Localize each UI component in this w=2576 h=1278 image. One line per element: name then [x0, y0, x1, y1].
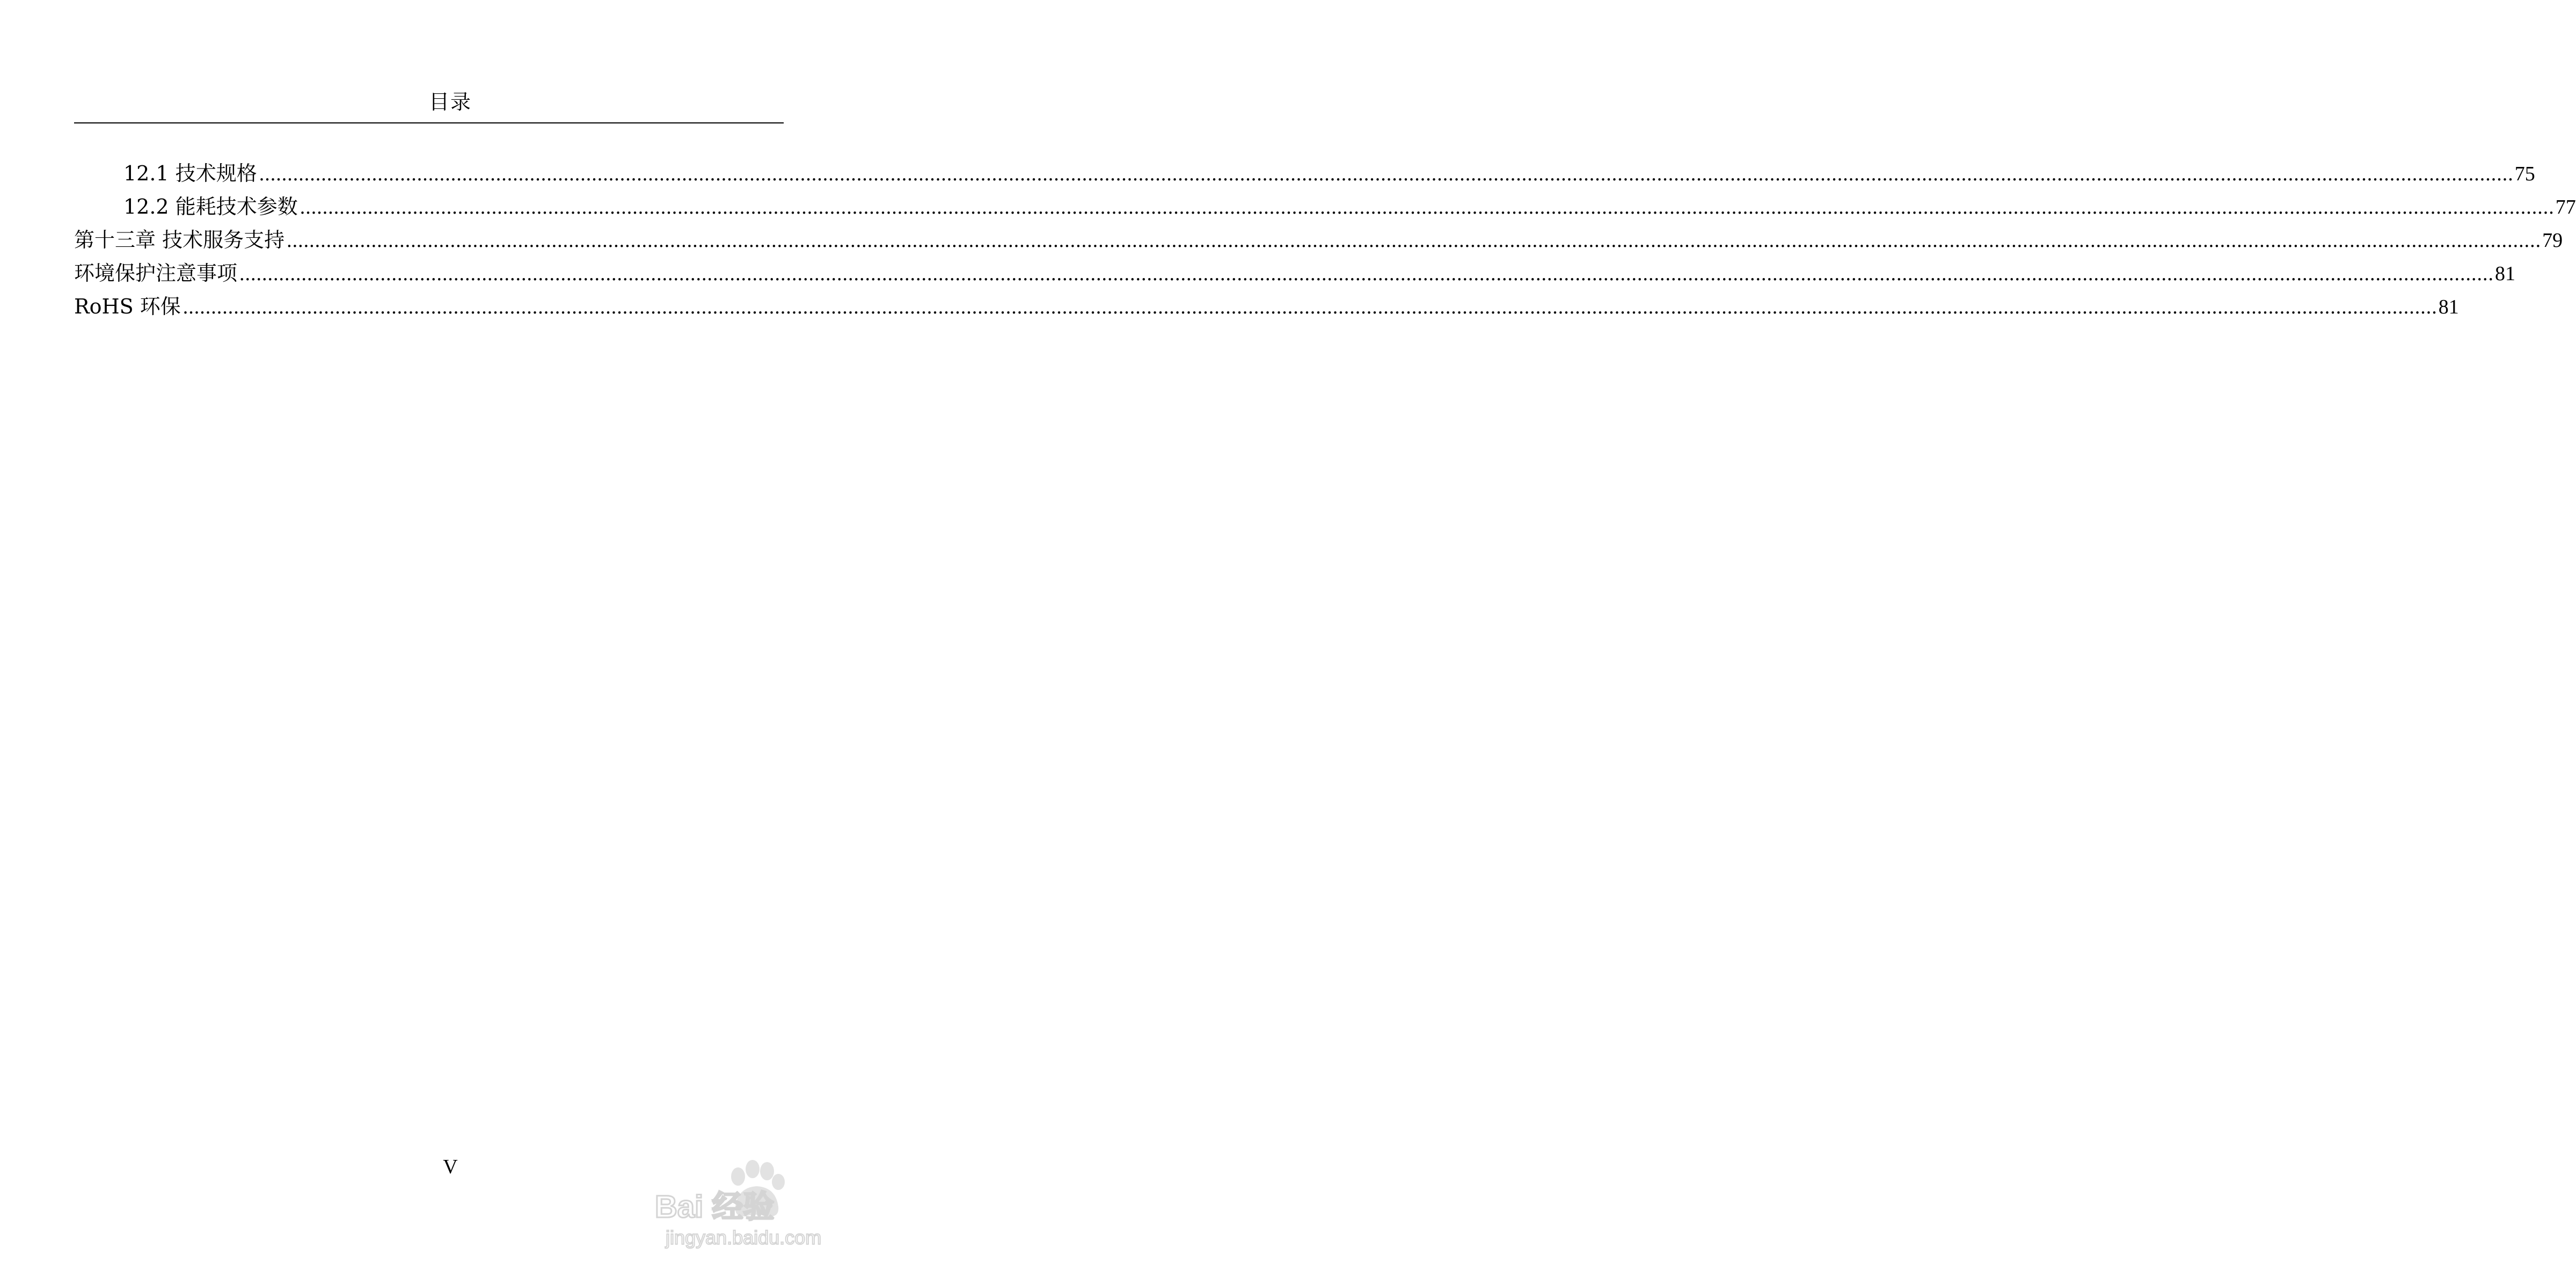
toc-entry-12-2[interactable] [74, 190, 2576, 223]
page-number: V [443, 1156, 458, 1178]
toc-dot-leader: ................................................................................................................................................................................................................................................................................................................................................................................................................ [287, 229, 2542, 252]
watermark-brand: Bai 经验 [655, 1189, 775, 1224]
toc-entry-label: RoHS 环保 [74, 295, 181, 318]
toc-entry-label: 12.1 技术规格 [123, 162, 257, 185]
page-header-title: 目录 [428, 90, 472, 114]
header-divider [74, 122, 784, 123]
toc-entry-12-1[interactable] [74, 157, 2535, 190]
watermark-url: jingyan.baidu.com [666, 1226, 822, 1248]
toc-entry-page: 81 [2495, 262, 2516, 285]
toc-entry-rohs[interactable] [74, 290, 2459, 323]
toc-dot-leader: ................................................................................................................................................................................................................................................................................................................................................................................................................ [183, 296, 2438, 318]
toc-entry-page: 81 [2438, 296, 2459, 318]
toc-entry-page: 79 [2542, 229, 2563, 252]
toc-dot-leader: ................................................................................................................................................................................................................................................................................................................................................................................................................ [259, 163, 2514, 185]
toc-entry-label: 第十三章 技术服务支持 [74, 228, 285, 252]
toc-entry-environment[interactable] [74, 257, 2516, 290]
toc-dot-leader: ................................................................................................................................................................................................................................................................................................................................................................................................................ [300, 196, 2555, 218]
toc-entry-page: 75 [2514, 163, 2535, 185]
table-of-contents [74, 157, 2576, 323]
toc-entry-chapter-13[interactable] [74, 223, 2563, 257]
toc-dot-leader: ................................................................................................................................................................................................................................................................................................................................................................................................................ [239, 262, 2494, 285]
toc-entry-page: 77 [2555, 196, 2576, 218]
toc-entry-label: 12.2 能耗技术参数 [123, 195, 298, 218]
baidu-jingyan-watermark [644, 1143, 859, 1251]
toc-entry-label: 环境保护注意事项 [74, 261, 238, 285]
